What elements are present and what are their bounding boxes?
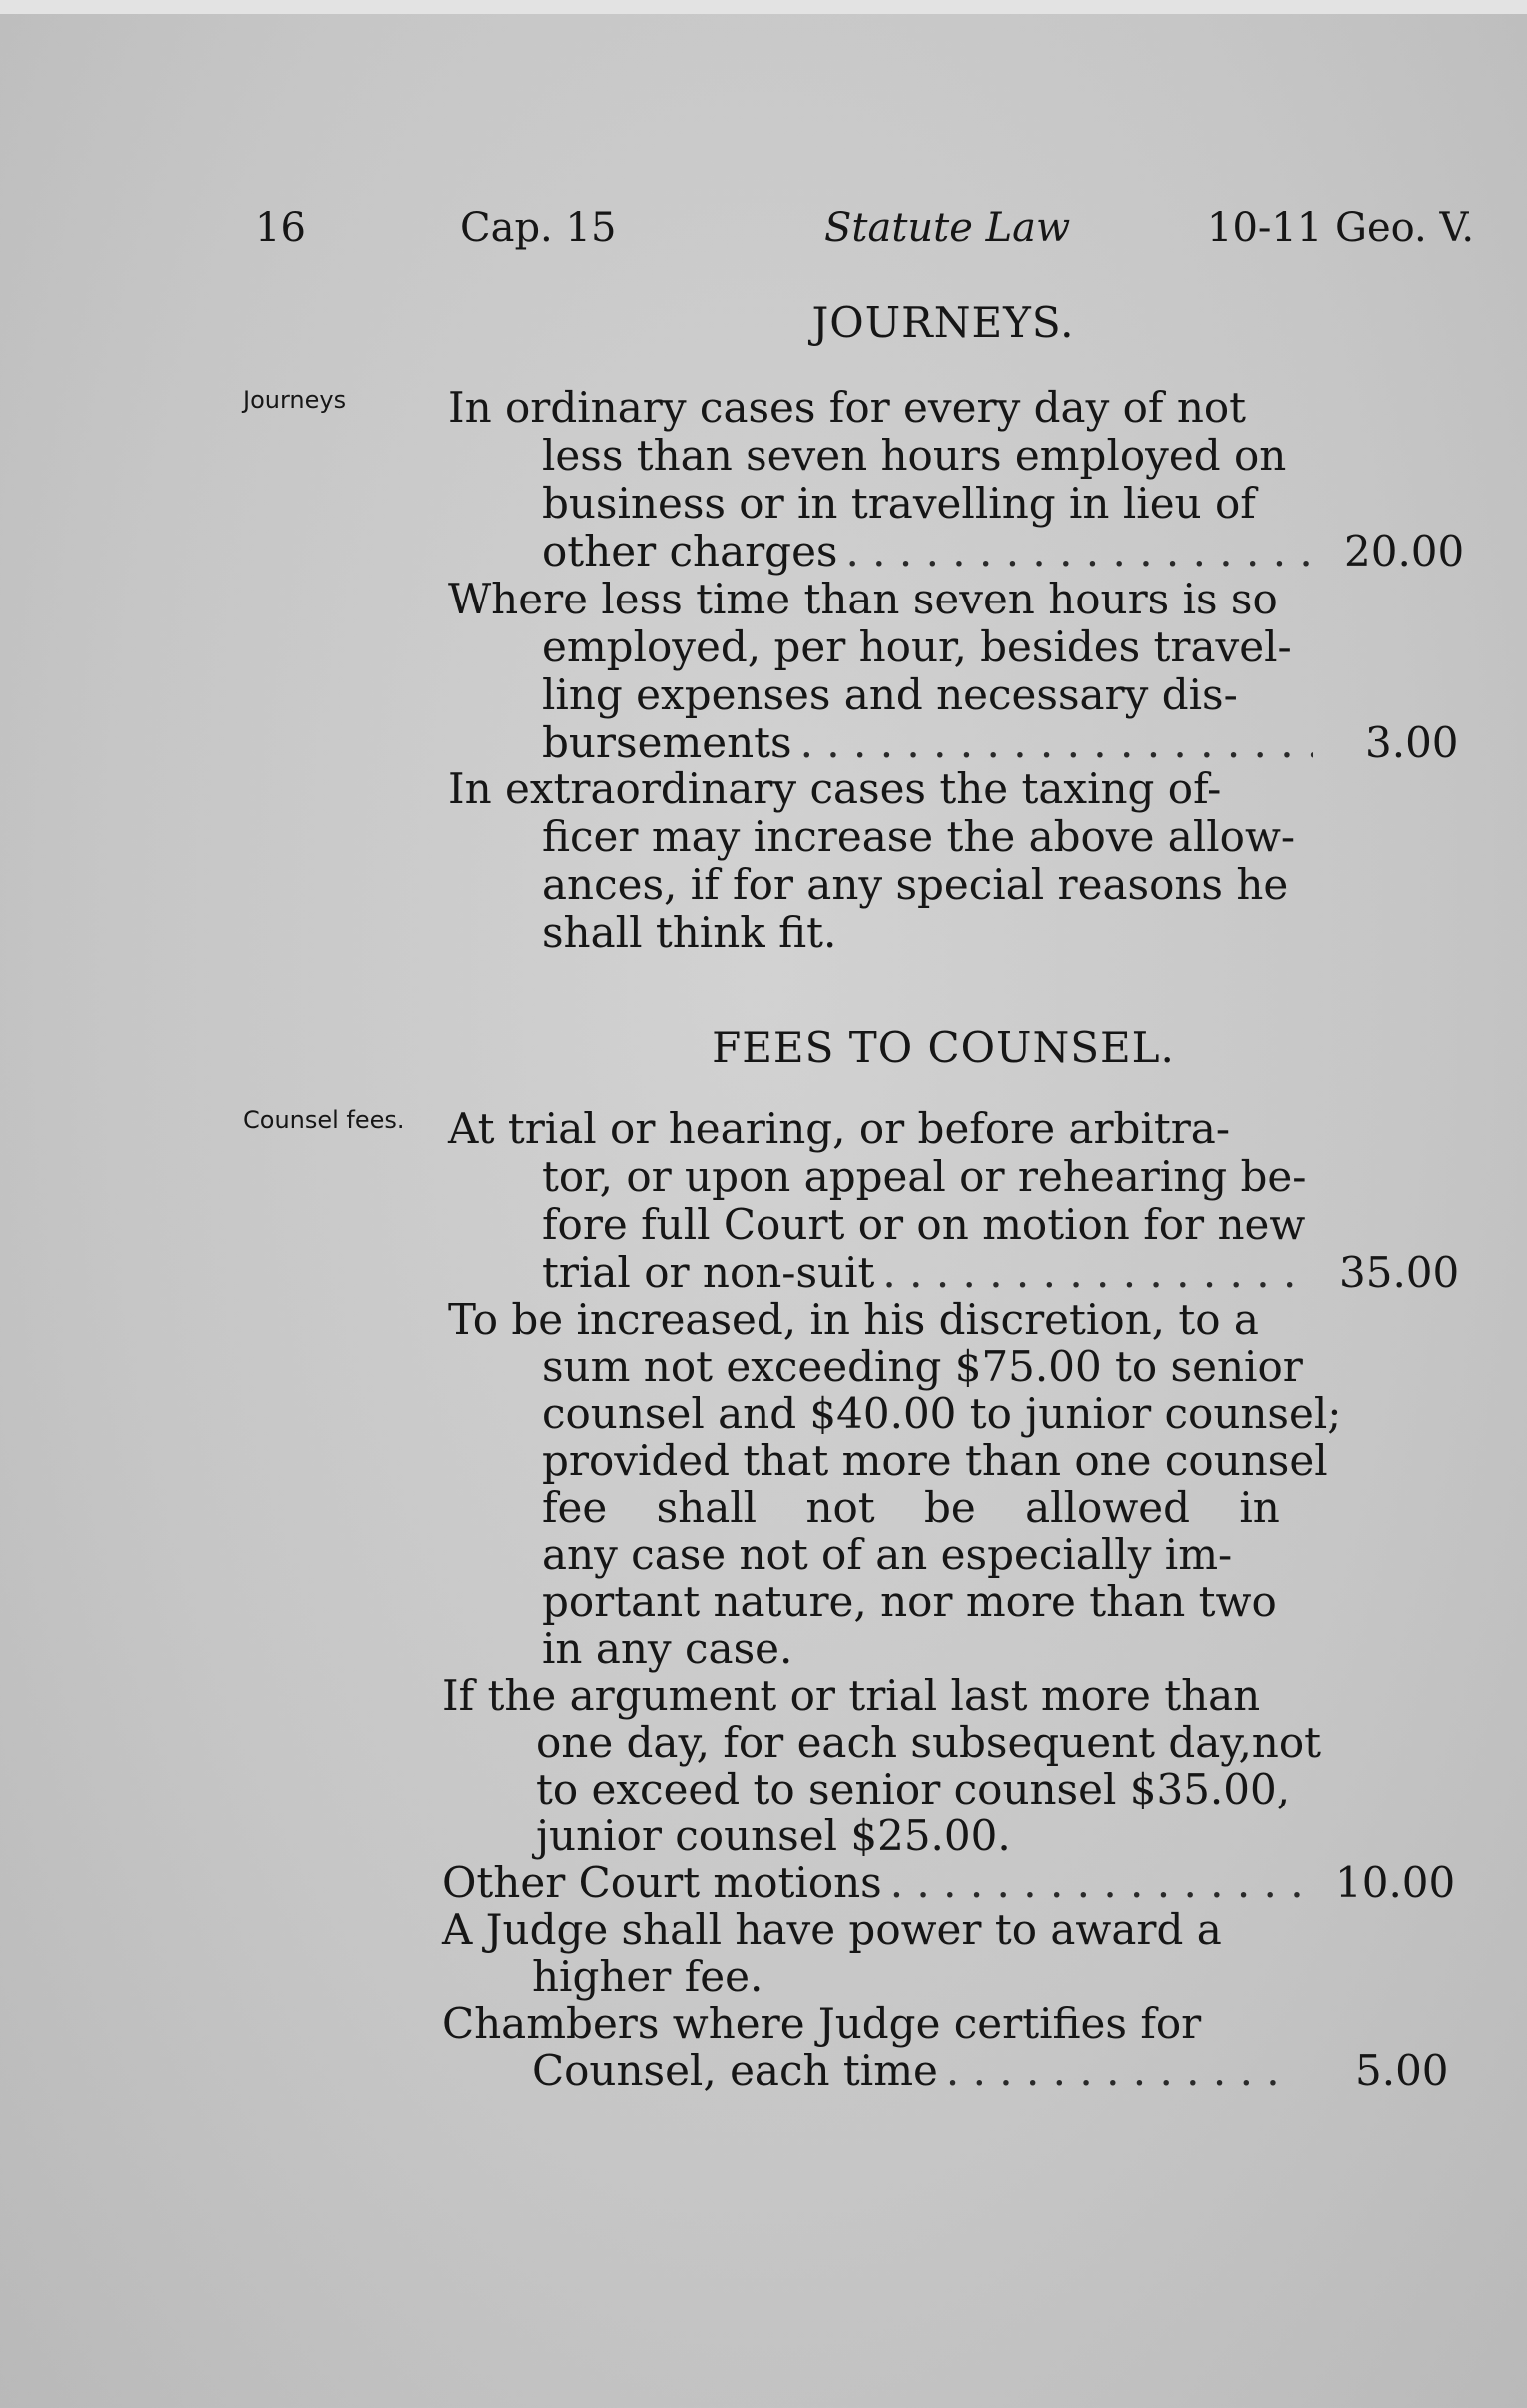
journeys-heading: JOURNEYS.: [811, 298, 1075, 347]
counsel-item-2-line-4: provided that more than one counsel: [542, 1436, 1328, 1485]
dot-leader: [946, 2047, 1293, 2095]
journeys-item-2-line-4: bursements: [542, 718, 792, 767]
counsel-item-5-line-2: higher fee.: [532, 1952, 764, 2001]
counsel-item-5-line-1: A Judge shall have power to award a: [442, 1905, 1222, 1954]
dot-leader: [890, 1859, 1313, 1907]
running-header: [0, 205, 1527, 265]
journeys-item-2-line-3: ling expenses and necessary dis-: [542, 670, 1238, 719]
counsel-item-2-line-3: counsel and $40.00 to junior counsel;: [542, 1389, 1342, 1438]
dot-leader: [882, 1249, 1313, 1297]
counsel-item-3-line-1: If the argument or trial last more than: [442, 1671, 1261, 1720]
journeys-item-1-amount: 20.00: [1344, 527, 1465, 576]
journeys-margin-note: Journeys: [243, 386, 347, 414]
counsel-item-2-line-2: sum not exceeding $75.00 to senior: [542, 1342, 1303, 1391]
counsel-item-6-last-line: [532, 2047, 1301, 2095]
counsel-item-1-line-1: At trial or hearing, or before arbitra-: [448, 1104, 1231, 1153]
counsel-margin-note: Counsel fees.: [243, 1106, 405, 1134]
counsel-item-2-line-1: To be increased, in his discretion, to a: [448, 1295, 1259, 1344]
counsel-item-6-line-1: Chambers where Judge certifies for: [442, 1999, 1202, 2048]
journeys-item-3-line-2: ficer may increase the above allow-: [542, 812, 1296, 861]
chapter-label: Cap. 15: [460, 205, 617, 251]
counsel-item-4-amount: 10.00: [1335, 1858, 1456, 1907]
regnal-year: 10-11 Geo. V.: [1207, 205, 1475, 251]
journeys-item-1-line-4: other charges: [542, 527, 838, 576]
journeys-item-1-line-3: business or in travelling in lieu of: [542, 479, 1256, 528]
journeys-item-2-amount: 3.00: [1365, 718, 1459, 767]
dot-leader: [800, 719, 1313, 767]
counsel-item-2-line-5: fee shall not be allowed in: [542, 1483, 1280, 1532]
journeys-item-2-line-2: employed, per hour, besides travel-: [542, 622, 1292, 671]
page-number: 16: [255, 205, 306, 251]
journeys-item-1-line-2: less than seven hours employed on: [542, 431, 1287, 480]
counsel-item-1-amount: 35.00: [1339, 1248, 1460, 1297]
counsel-item-6-amount: 5.00: [1355, 2046, 1449, 2095]
counsel-item-2-line-6: any case not of an especially im-: [542, 1530, 1233, 1579]
counsel-item-1-line-4: trial or non-suit: [542, 1248, 875, 1297]
counsel-item-2-line-7: portant nature, nor more than two: [542, 1577, 1277, 1626]
page-top-edge: [0, 0, 1527, 14]
journeys-item-3-line-4: shall think fit.: [542, 908, 837, 957]
journeys-item-3-line-1: In extraordinary cases the taxing of-: [448, 764, 1222, 813]
counsel-item-4-line: [442, 1859, 1321, 1907]
counsel-item-3-line-4: junior counsel $25.00.: [536, 1811, 1011, 1860]
counsel-heading: FEES TO COUNSEL.: [712, 1023, 1175, 1072]
counsel-item-6-line-2: Counsel, each time: [532, 2046, 938, 2095]
journeys-item-1-last-line: [542, 528, 1321, 576]
counsel-item-3-line-3: to exceed to senior counsel $35.00,: [536, 1765, 1291, 1813]
statute-title: Statute Law: [824, 205, 1071, 251]
counsel-item-1-line-2: tor, or upon appeal or rehearing be-: [542, 1152, 1307, 1201]
counsel-item-3-line-2: one day, for each subsequent day,not: [536, 1718, 1322, 1767]
journeys-item-2-line-1: Where less time than seven hours is so: [448, 575, 1278, 623]
counsel-item-1-last-line: [542, 1249, 1321, 1297]
dot-leader: [845, 528, 1313, 576]
counsel-item-1-line-3: fore full Court or on motion for new: [542, 1200, 1306, 1249]
journeys-item-2-last-line: [542, 719, 1321, 767]
journeys-item-1-line-1: In ordinary cases for every day of not: [448, 383, 1247, 432]
journeys-item-3-line-3: ances, if for any special reasons he: [542, 860, 1289, 909]
counsel-item-2-line-8: in any case.: [542, 1624, 793, 1673]
counsel-item-4-line-1: Other Court motions: [442, 1858, 882, 1907]
